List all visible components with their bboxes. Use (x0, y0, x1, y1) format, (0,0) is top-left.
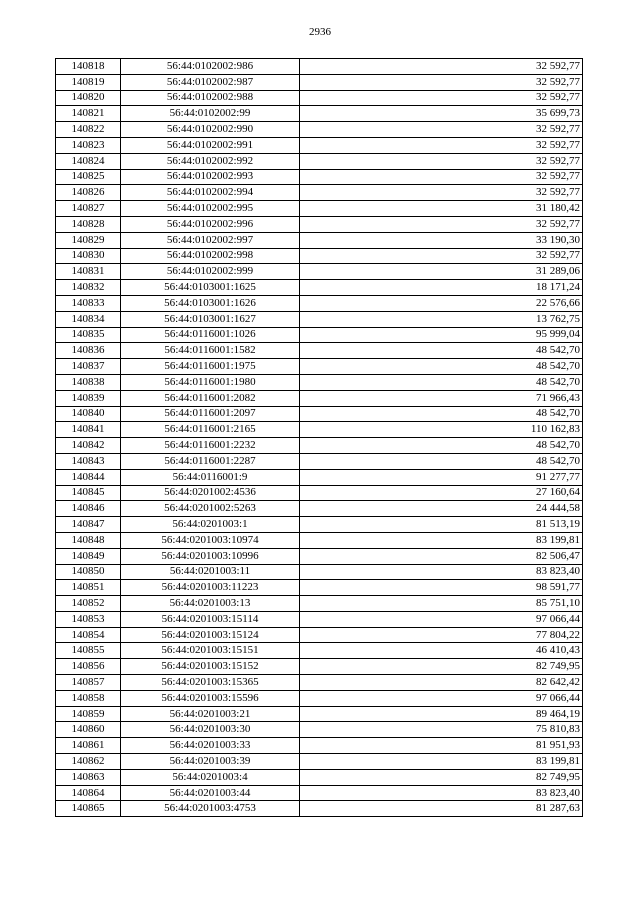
row-number-cell: 140829 (56, 232, 121, 248)
cadastral-number-cell: 56:44:0102002:988 (121, 90, 300, 106)
row-number-cell: 140837 (56, 359, 121, 375)
value-cell: 48 542,70 (300, 438, 583, 454)
table-row (56, 501, 583, 517)
table-row (56, 438, 583, 454)
value-cell: 13 762,75 (300, 311, 583, 327)
cadastral-number-cell: 56:44:0116001:1026 (121, 327, 300, 343)
row-number-cell: 140828 (56, 216, 121, 232)
row-number-cell: 140864 (56, 785, 121, 801)
value-cell: 32 592,77 (300, 153, 583, 169)
cadastral-number-cell: 56:44:0102002:986 (121, 59, 300, 75)
row-number-cell: 140833 (56, 295, 121, 311)
row-number-cell: 140842 (56, 438, 121, 454)
table-row (56, 801, 583, 817)
row-number-cell: 140839 (56, 390, 121, 406)
value-cell: 48 542,70 (300, 374, 583, 390)
value-cell: 48 542,70 (300, 406, 583, 422)
cadastral-number-cell: 56:44:0116001:2232 (121, 438, 300, 454)
cadastral-number-cell: 56:44:0102002:997 (121, 232, 300, 248)
cadastral-number-cell: 56:44:0116001:1582 (121, 343, 300, 359)
cadastral-number-cell: 56:44:0201003:21 (121, 706, 300, 722)
cadastral-number-cell: 56:44:0201003:1 (121, 517, 300, 533)
table-row (56, 280, 583, 296)
row-number-cell: 140840 (56, 406, 121, 422)
table-row (56, 754, 583, 770)
value-cell: 77 804,22 (300, 627, 583, 643)
row-number-cell: 140825 (56, 169, 121, 185)
cadastral-number-cell: 56:44:0102002:998 (121, 248, 300, 264)
row-number-cell: 140838 (56, 374, 121, 390)
table-row (56, 153, 583, 169)
value-cell: 31 180,42 (300, 201, 583, 217)
row-number-cell: 140831 (56, 264, 121, 280)
registry-table (55, 58, 583, 817)
row-number-cell: 140818 (56, 59, 121, 75)
table-row (56, 90, 583, 106)
value-cell: 85 751,10 (300, 596, 583, 612)
row-number-cell: 140820 (56, 90, 121, 106)
value-cell: 97 066,44 (300, 611, 583, 627)
value-cell: 81 513,19 (300, 517, 583, 533)
row-number-cell: 140830 (56, 248, 121, 264)
value-cell: 81 951,93 (300, 738, 583, 754)
table-row (56, 327, 583, 343)
value-cell: 95 999,04 (300, 327, 583, 343)
row-number-cell: 140824 (56, 153, 121, 169)
value-cell: 83 823,40 (300, 785, 583, 801)
row-number-cell: 140846 (56, 501, 121, 517)
row-number-cell: 140865 (56, 801, 121, 817)
row-number-cell: 140852 (56, 596, 121, 612)
cadastral-number-cell: 56:44:0102002:987 (121, 74, 300, 90)
value-cell: 110 162,83 (300, 422, 583, 438)
row-number-cell: 140826 (56, 185, 121, 201)
cadastral-number-cell: 56:44:0201003:15114 (121, 611, 300, 627)
table-row (56, 738, 583, 754)
value-cell: 81 287,63 (300, 801, 583, 817)
table-row (56, 722, 583, 738)
cadastral-number-cell: 56:44:0102002:993 (121, 169, 300, 185)
table-row (56, 469, 583, 485)
row-number-cell: 140823 (56, 137, 121, 153)
table-row (56, 359, 583, 375)
row-number-cell: 140862 (56, 754, 121, 770)
table-row (56, 690, 583, 706)
row-number-cell: 140849 (56, 548, 121, 564)
value-cell: 48 542,70 (300, 453, 583, 469)
cadastral-number-cell: 56:44:0102002:996 (121, 216, 300, 232)
value-cell: 31 289,06 (300, 264, 583, 280)
table-row (56, 706, 583, 722)
table-row (56, 169, 583, 185)
row-number-cell: 140822 (56, 122, 121, 138)
table-row (56, 295, 583, 311)
cadastral-number-cell: 56:44:0102002:991 (121, 137, 300, 153)
row-number-cell: 140836 (56, 343, 121, 359)
value-cell: 75 810,83 (300, 722, 583, 738)
row-number-cell: 140841 (56, 422, 121, 438)
cadastral-number-cell: 56:44:0201003:30 (121, 722, 300, 738)
row-number-cell: 140827 (56, 201, 121, 217)
row-number-cell: 140863 (56, 769, 121, 785)
row-number-cell: 140848 (56, 532, 121, 548)
cadastral-number-cell: 56:44:0201003:44 (121, 785, 300, 801)
cadastral-number-cell: 56:44:0102002:994 (121, 185, 300, 201)
cadastral-number-cell: 56:44:0201003:15124 (121, 627, 300, 643)
table-row (56, 643, 583, 659)
row-number-cell: 140855 (56, 643, 121, 659)
cadastral-number-cell: 56:44:0116001:2165 (121, 422, 300, 438)
table-row (56, 264, 583, 280)
cadastral-number-cell: 56:44:0201003:13 (121, 596, 300, 612)
value-cell: 83 199,81 (300, 754, 583, 770)
table-row (56, 517, 583, 533)
cadastral-number-cell: 56:44:0116001:2082 (121, 390, 300, 406)
table-row (56, 453, 583, 469)
row-number-cell: 140859 (56, 706, 121, 722)
value-cell: 32 592,77 (300, 169, 583, 185)
table-row (56, 580, 583, 596)
cadastral-number-cell: 56:44:0102002:990 (121, 122, 300, 138)
value-cell: 32 592,77 (300, 59, 583, 75)
cadastral-number-cell: 56:44:0102002:992 (121, 153, 300, 169)
table-row (56, 611, 583, 627)
cadastral-number-cell: 56:44:0201003:10996 (121, 548, 300, 564)
cadastral-number-cell: 56:44:0201003:11223 (121, 580, 300, 596)
value-cell: 82 506,47 (300, 548, 583, 564)
row-number-cell: 140845 (56, 485, 121, 501)
value-cell: 48 542,70 (300, 343, 583, 359)
cadastral-number-cell: 56:44:0201003:33 (121, 738, 300, 754)
cadastral-number-cell: 56:44:0103001:1627 (121, 311, 300, 327)
cadastral-number-cell: 56:44:0201003:15152 (121, 659, 300, 675)
page-number: 2936 (309, 26, 331, 38)
table-row (56, 201, 583, 217)
row-number-cell: 140858 (56, 690, 121, 706)
cadastral-number-cell: 56:44:0116001:1980 (121, 374, 300, 390)
table-row (56, 406, 583, 422)
value-cell: 82 642,42 (300, 675, 583, 691)
table-row (56, 627, 583, 643)
value-cell: 82 749,95 (300, 659, 583, 675)
cadastral-number-cell: 56:44:0201003:15365 (121, 675, 300, 691)
row-number-cell: 140850 (56, 564, 121, 580)
table-row (56, 343, 583, 359)
cadastral-number-cell: 56:44:0116001:2097 (121, 406, 300, 422)
table-row (56, 422, 583, 438)
cadastral-number-cell: 56:44:0201003:11 (121, 564, 300, 580)
row-number-cell: 140860 (56, 722, 121, 738)
cadastral-number-cell: 56:44:0116001:9 (121, 469, 300, 485)
value-cell: 48 542,70 (300, 359, 583, 375)
cadastral-number-cell: 56:44:0201003:39 (121, 754, 300, 770)
table-row (56, 675, 583, 691)
value-cell: 24 444,58 (300, 501, 583, 517)
table-row (56, 248, 583, 264)
table-row (56, 311, 583, 327)
cadastral-number-cell: 56:44:0201003:4753 (121, 801, 300, 817)
value-cell: 32 592,77 (300, 90, 583, 106)
table-row (56, 74, 583, 90)
row-number-cell: 140821 (56, 106, 121, 122)
row-number-cell: 140819 (56, 74, 121, 90)
table-row (56, 564, 583, 580)
cadastral-number-cell: 56:44:0201003:10974 (121, 532, 300, 548)
cadastral-number-cell: 56:44:0116001:1975 (121, 359, 300, 375)
cadastral-number-cell: 56:44:0102002:999 (121, 264, 300, 280)
table-row (56, 216, 583, 232)
value-cell: 33 190,30 (300, 232, 583, 248)
table-row (56, 485, 583, 501)
table-row (56, 548, 583, 564)
table-row (56, 769, 583, 785)
value-cell: 46 410,43 (300, 643, 583, 659)
row-number-cell: 140853 (56, 611, 121, 627)
value-cell: 32 592,77 (300, 137, 583, 153)
table-row (56, 232, 583, 248)
value-cell: 35 699,73 (300, 106, 583, 122)
table-row (56, 59, 583, 75)
row-number-cell: 140844 (56, 469, 121, 485)
cadastral-number-cell: 56:44:0116001:2287 (121, 453, 300, 469)
table-row (56, 596, 583, 612)
value-cell: 32 592,77 (300, 74, 583, 90)
value-cell: 91 277,77 (300, 469, 583, 485)
value-cell: 22 576,66 (300, 295, 583, 311)
table-row (56, 390, 583, 406)
row-number-cell: 140856 (56, 659, 121, 675)
cadastral-number-cell: 56:44:0103001:1625 (121, 280, 300, 296)
table-row (56, 185, 583, 201)
value-cell: 71 966,43 (300, 390, 583, 406)
value-cell: 89 464,19 (300, 706, 583, 722)
table-row (56, 374, 583, 390)
row-number-cell: 140835 (56, 327, 121, 343)
table-row (56, 137, 583, 153)
row-number-cell: 140834 (56, 311, 121, 327)
value-cell: 32 592,77 (300, 122, 583, 138)
table-row (56, 532, 583, 548)
value-cell: 18 171,24 (300, 280, 583, 296)
value-cell: 27 160,64 (300, 485, 583, 501)
registry-table-body (56, 59, 583, 817)
cadastral-number-cell: 56:44:0201002:4536 (121, 485, 300, 501)
cadastral-number-cell: 56:44:0201003:15151 (121, 643, 300, 659)
value-cell: 83 199,81 (300, 532, 583, 548)
row-number-cell: 140851 (56, 580, 121, 596)
row-number-cell: 140861 (56, 738, 121, 754)
table-row (56, 659, 583, 675)
row-number-cell: 140854 (56, 627, 121, 643)
row-number-cell: 140857 (56, 675, 121, 691)
value-cell: 32 592,77 (300, 248, 583, 264)
cadastral-number-cell: 56:44:0201003:15596 (121, 690, 300, 706)
table-row (56, 785, 583, 801)
cadastral-number-cell: 56:44:0103001:1626 (121, 295, 300, 311)
cadastral-number-cell: 56:44:0201003:4 (121, 769, 300, 785)
value-cell: 32 592,77 (300, 185, 583, 201)
row-number-cell: 140847 (56, 517, 121, 533)
cadastral-number-cell: 56:44:0102002:99 (121, 106, 300, 122)
value-cell: 83 823,40 (300, 564, 583, 580)
value-cell: 82 749,95 (300, 769, 583, 785)
table-row (56, 122, 583, 138)
cadastral-number-cell: 56:44:0201002:5263 (121, 501, 300, 517)
row-number-cell: 140843 (56, 453, 121, 469)
table-row (56, 106, 583, 122)
cadastral-number-cell: 56:44:0102002:995 (121, 201, 300, 217)
value-cell: 98 591,77 (300, 580, 583, 596)
value-cell: 32 592,77 (300, 216, 583, 232)
row-number-cell: 140832 (56, 280, 121, 296)
value-cell: 97 066,44 (300, 690, 583, 706)
